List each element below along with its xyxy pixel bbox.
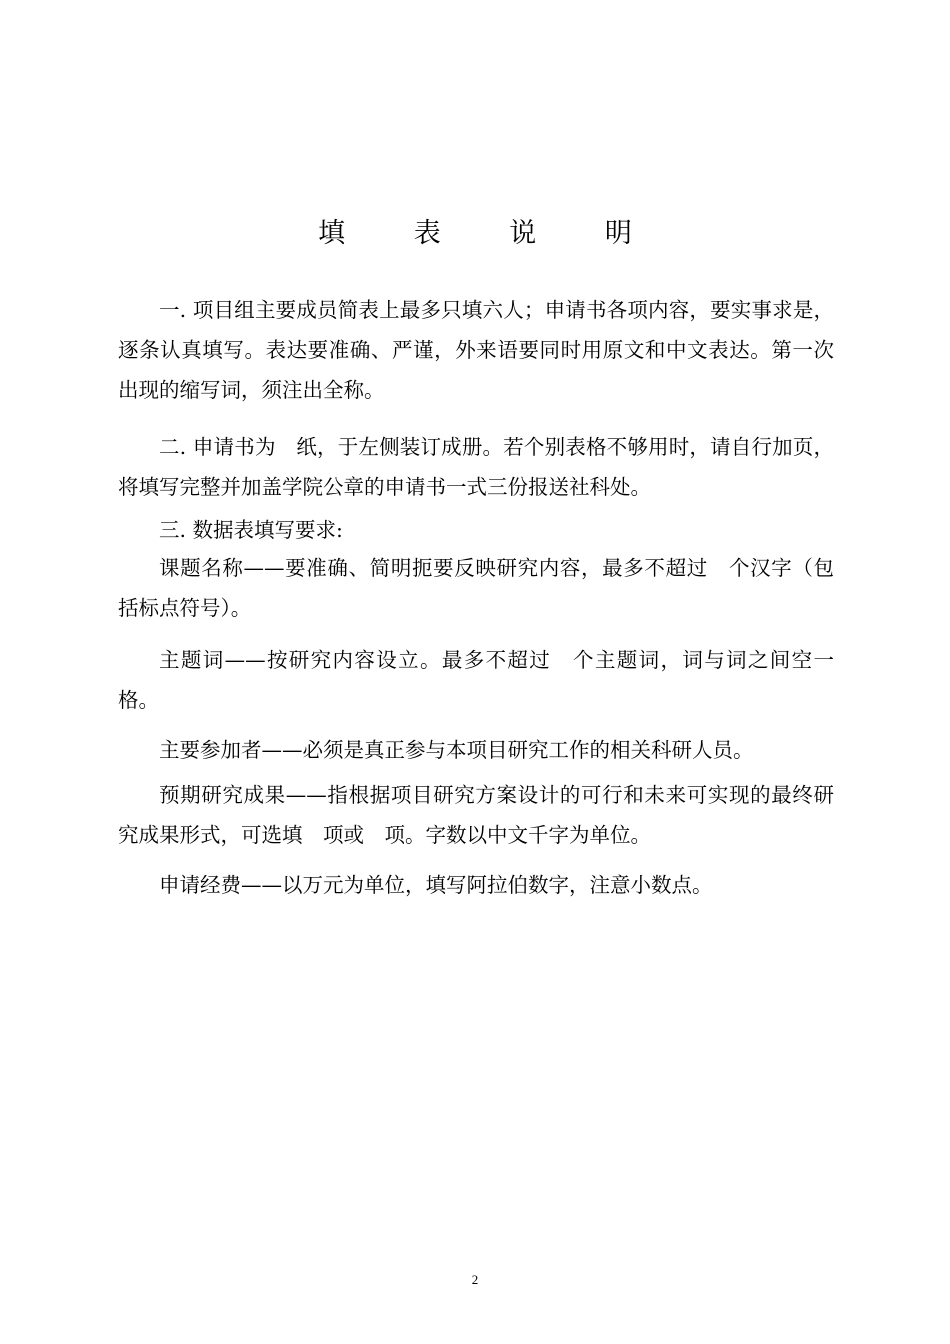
paragraph-text: 申请经费——以万元为单位，填写阿拉伯数字，注意小数点。 <box>159 873 713 897</box>
instruction-paragraph-2 <box>118 427 834 507</box>
paragraph-text: 主题词——按研究内容设立。最多不超过 个主题词，词与词之间空一格。 <box>118 648 834 712</box>
page-number: 2 <box>471 1272 479 1287</box>
instruction-paragraph-1 <box>118 290 834 410</box>
paragraph-text: 一. 项目组主要成员简表上最多只填六人；申请书各项内容，要实事求是，逐条认真填写。表达要准确、严谨，外来语要同时用原文和中文表达。第一次出现的缩写词，须注出全称。 <box>118 298 834 402</box>
paragraph-text: 三. 数据表填写要求: <box>159 518 343 542</box>
paragraph-text: 主要参加者——必须是真正参与本项目研究工作的相关科研人员。 <box>159 738 754 762</box>
instruction-funding <box>118 865 834 905</box>
paragraph-text: 课题名称——要准确、简明扼要反映研究内容，最多不超过 个汉字（包括标点符号）。 <box>118 556 834 620</box>
instruction-keywords <box>118 640 834 720</box>
paragraph-text: 预期研究成果——指根据项目研究方案设计的可行和未来可实现的最终研究成果形式，可选填 项或 项。字数以中文千字为单位。 <box>118 783 834 847</box>
instruction-paragraph-3 <box>118 510 834 550</box>
instruction-project-name <box>118 548 834 628</box>
instruction-expected-results <box>118 775 834 855</box>
paragraph-text: 二. 申请书为 纸，于左侧装订成册。若个别表格不够用时，请自行加页，将填写完整并加盖学院公章的申请书一式三份报送社科处。 <box>118 435 834 499</box>
page-title: 填 表 说 明 <box>318 218 662 249</box>
instruction-participants <box>118 730 834 770</box>
